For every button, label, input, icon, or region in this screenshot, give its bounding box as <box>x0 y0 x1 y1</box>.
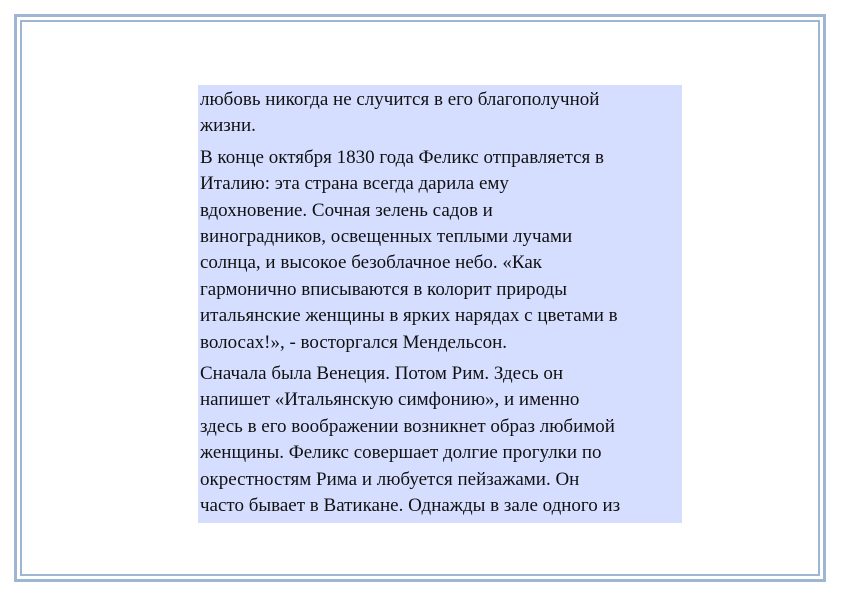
paragraph-1 <box>200 87 680 140</box>
text-line: часто бывает в Ватикане. Однажды в зале одного из <box>200 495 621 517</box>
text-line: Италию: эта страна всегда дарила ему <box>200 173 509 195</box>
text-line: напишет «Итальянскую симфонию», и именно <box>200 389 580 411</box>
text-line: жизни. <box>200 115 256 137</box>
text-line: любовь никогда не случится в его благополучной <box>200 89 600 110</box>
text-line: гармонично вписываются в колорит природы <box>200 278 567 300</box>
text-line: женщины. Феликс совершает долгие прогулки по <box>200 442 602 464</box>
text-line: здесь в его воображении возникнет образ любимой <box>200 415 615 437</box>
text-line: Сначала была Венеция. Потом Рим. Здесь он <box>200 363 564 385</box>
text-line: солнца, и высокое безоблачное небо. «Как <box>200 252 543 274</box>
text-line: вдохновение. Сочная зелень садов и <box>200 199 493 221</box>
text-line: виноградников, освещенных теплыми лучами <box>200 226 573 248</box>
text-line: итальянские женщины в ярких нарядах с цветами в <box>200 305 618 327</box>
paragraph-3 <box>200 361 680 519</box>
text-box[interactable] <box>198 85 682 523</box>
text-line: окрестностям Рима и любуется пейзажами. Он <box>200 468 580 490</box>
text-line: В конце октября 1830 года Феликс отправляется в <box>200 146 605 168</box>
paragraph-2 <box>200 145 680 356</box>
text-line: волосах!», - восторгался Мендельсон. <box>200 331 507 353</box>
